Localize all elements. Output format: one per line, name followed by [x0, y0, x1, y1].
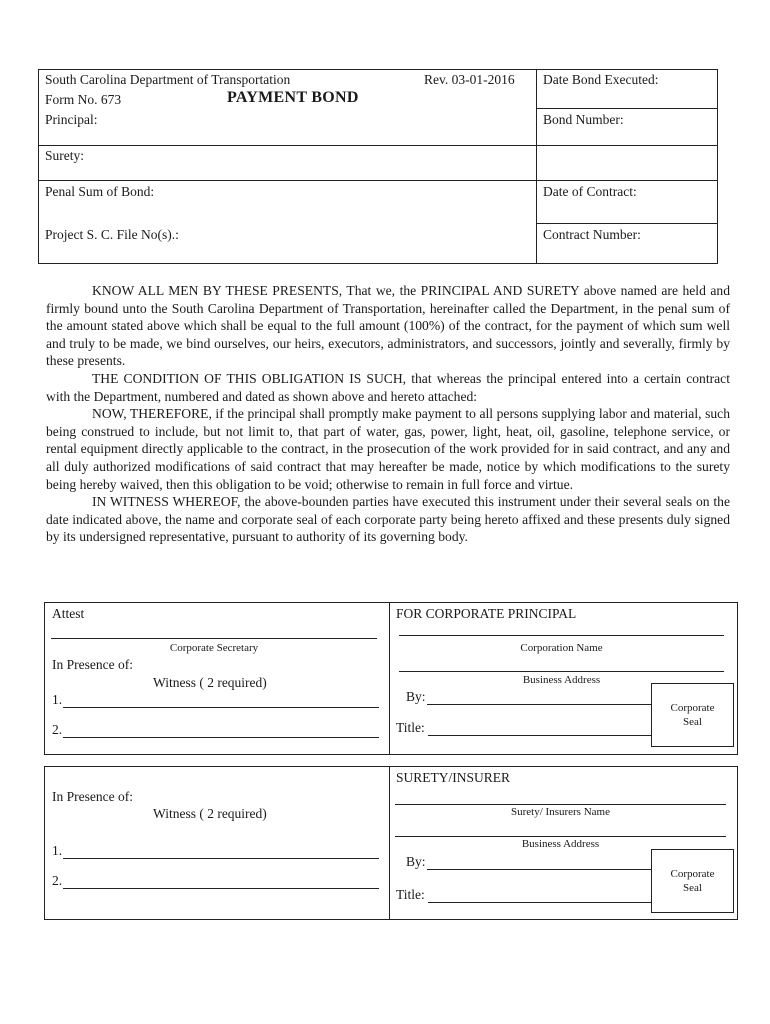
principal-business-address-caption: Business Address — [522, 674, 601, 686]
form-title: PAYMENT BOND — [227, 89, 359, 106]
surety-block-divider — [389, 766, 390, 920]
surety-witness-2-signature-line[interactable] — [63, 888, 379, 889]
seal-label-seal: Seal — [683, 716, 702, 728]
bond-body-text — [46, 282, 730, 546]
surety-title-label: Title: — [396, 887, 425, 902]
form-number: Form No. 673 — [45, 92, 122, 107]
header-rule — [38, 145, 718, 146]
corporation-name-caption: Corporation Name — [520, 642, 603, 654]
header-rule — [38, 180, 718, 181]
corporate-principal-heading: FOR CORPORATE PRINCIPAL — [396, 606, 577, 621]
surety-in-presence-label: In Presence of: — [52, 789, 133, 804]
principal-label: Principal: — [45, 112, 98, 127]
header-divider — [536, 69, 537, 264]
corporate-secretary-caption: Corporate Secretary — [169, 642, 259, 654]
surety-business-address-line[interactable] — [395, 836, 726, 837]
project-file-label: Project S. C. File No(s).: — [45, 227, 179, 242]
surety-witness-required-label: Witness ( 2 required) — [153, 806, 267, 821]
surety-witness-1-label: 1. — [52, 843, 63, 858]
penal-sum-label: Penal Sum of Bond: — [45, 184, 155, 199]
principal-by-signature-line[interactable] — [427, 704, 651, 705]
seal-label-corporate: Corporate — [670, 702, 715, 714]
surety-business-address-caption: Business Address — [521, 838, 600, 850]
witness-required-label: Witness ( 2 required) — [153, 675, 267, 690]
date-bond-executed-label: Date Bond Executed: — [543, 72, 659, 87]
revision-date: Rev. 03-01-2016 — [424, 72, 515, 87]
paragraph-know-all-men: KNOW ALL MEN BY THESE PRESENTS, That we, the PRINCIPAL AND SURETY above named are held and firmly bound unto the South Carolina Department of Transportation, hereinafter called the Department, in the penal sum of the amount stated above which shall be equal to the full amount (100%) of the contract, for the payment of which sum well and truly to be made, we bind ourselves, our heirs, executors, administrators, and successors, jointly and severally, firmly by these presents. — [46, 283, 730, 369]
insurer-name-line[interactable] — [395, 804, 726, 805]
corporate-secretary-signature-line[interactable] — [51, 638, 377, 639]
insurer-name-caption: Surety/ Insurers Name — [511, 806, 610, 818]
witness-1-label: 1. — [52, 692, 63, 707]
witness-2-label: 2. — [52, 722, 63, 737]
surety-by-label: By: — [406, 854, 426, 869]
principal-business-address-line[interactable] — [399, 671, 724, 672]
header-rule — [536, 223, 718, 224]
surety-witness-2-label: 2. — [52, 873, 63, 888]
principal-title-line[interactable] — [428, 735, 651, 736]
seal-label-corporate: Corporate — [670, 868, 715, 880]
principal-corporate-seal-box — [651, 683, 734, 747]
contract-number-label: Contract Number: — [543, 227, 641, 242]
witness-2-signature-line[interactable] — [63, 737, 379, 738]
surety-title-line[interactable] — [428, 902, 651, 903]
bond-number-label: Bond Number: — [543, 112, 624, 127]
surety-by-signature-line[interactable] — [427, 869, 651, 870]
department-name: South Carolina Department of Transportation — [45, 72, 291, 87]
attest-label: Attest — [52, 606, 85, 621]
paragraph-in-witness: IN WITNESS WHEREOF, the above-bounden parties have executed this instrument under their several seals on the date indicated above, the name and corporate seal of each corporate party being hereto affixed and these presents duly signed by its undersigned representative, pursuant to authority of its governing body. — [46, 494, 730, 545]
surety-corporate-seal-box — [651, 849, 734, 913]
paragraph-now-therefore: NOW, THEREFORE, if the principal shall promptly make payment to all persons supplying labor and material, such being construed to include, but not limit to, that part of water, gas, power, light, heat, oil, gasoline, telephone service, or rental equipment directly applicable to the contract, in the prosecution of the work provided for in said contract, and any and all duly authorized modifications of said contract that may hereafter be made, notice by which modifications to the surety being hereby waived, then this obligation to be void; otherwise to remain in full force and virtue. — [46, 406, 730, 492]
surety-label: Surety: — [45, 148, 84, 163]
surety-insurer-heading: SURETY/INSURER — [396, 770, 511, 785]
principal-by-label: By: — [406, 689, 426, 704]
surety-witness-1-signature-line[interactable] — [63, 858, 379, 859]
in-presence-label: In Presence of: — [52, 657, 133, 672]
principal-title-label: Title: — [396, 720, 425, 735]
date-of-contract-label: Date of Contract: — [543, 184, 637, 199]
corporation-name-line[interactable] — [399, 635, 724, 636]
paragraph-condition: THE CONDITION OF THIS OBLIGATION IS SUCH, that whereas the principal entered into a certain contract with the Department, numbered and dated as shown above and hereto attached: — [46, 370, 730, 404]
seal-label-seal: Seal — [683, 882, 702, 894]
witness-1-signature-line[interactable] — [63, 707, 379, 708]
header-rule — [536, 108, 718, 109]
principal-block-divider — [389, 602, 390, 755]
